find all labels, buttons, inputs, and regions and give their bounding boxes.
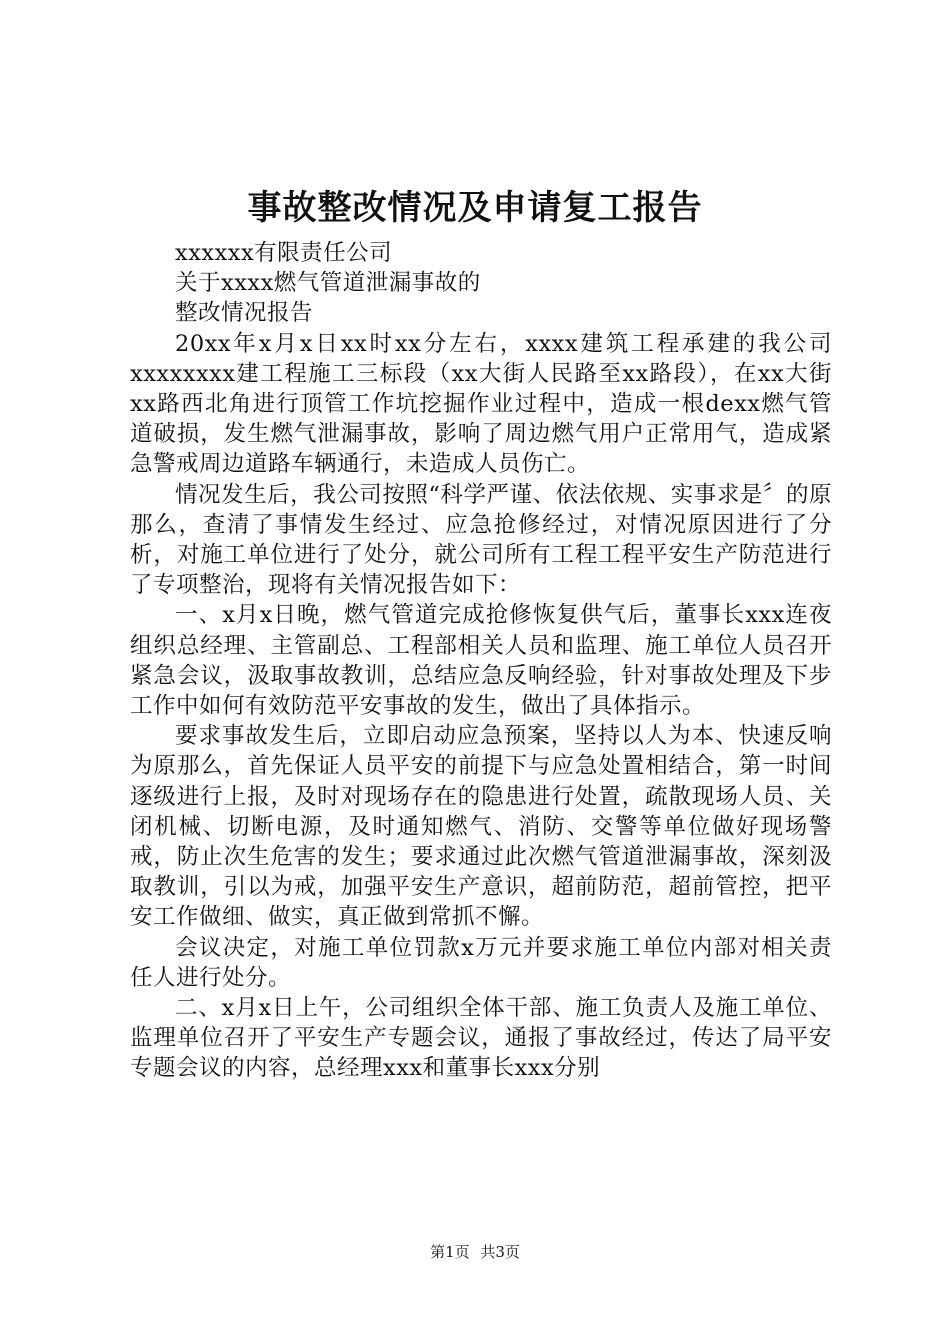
paragraph-section-two: 二、x月x日上午，公司组织全体干部、施工负责人及施工单位、监理单位召开了平安生产专题会议，通报了事故经过，传达了局平安专题会议的内容，总经理xxx和董事长xxx分别 — [130, 995, 832, 1082]
document-title: 事故整改情况及申请复工报告 — [247, 188, 703, 228]
page-footer — [0, 1240, 950, 1264]
paragraph-incident: 20xx年x月x日xx时xx分左右，xxxx建筑工程承建的我公司xxxxxxxx建工程施工三标段（xx大街人民路至xx路段），在xx大街xx路西北角进行顶管工作坑挖掘作业过程中，造成一根dexx燃气管道破损，发生燃气泄漏事故，影响了周边燃气用户正常用气，造成紧急警戒周边道路车辆通行，未造成人员伤亡。 — [130, 330, 832, 478]
paragraph-decision: 会议决定，对施工单位罚款x万元并要求施工单位内部对相关责任人进行处分。 — [130, 934, 832, 991]
page-total: 共3页 — [480, 1243, 520, 1261]
paragraph-requirements: 要求事故发生后，立即启动应急预案，坚持以人为本、快速反响为原那么，首先保证人员平安的前提下与应急处置相结合，第一时间逐级进行上报，及时对现场存在的隐患进行处置，疏散现场人员、关闭机械、切断电源，及时通知燃气、消防、交警等单位做好现场警戒，防止次生危害的发生；要求通过此次燃气管道泄漏事故，深刻汲取教训，引以为戒，加强平安生产意识，超前防范，超前管控，把平安工作做细、做实，真正做到常抓不懈。 — [130, 723, 832, 931]
company-name-line: xxxxxx有限责任公司 — [175, 240, 393, 266]
report-type-line: 整改情况报告 — [175, 300, 314, 327]
paragraph-section-one: 一、x月x日晚，燃气管道完成抢修恢复供气后，董事长xxx连夜组织总经理、主管副总、工程部相关人员和监理、施工单位人员召开紧急会议，汲取事故教训，总结应急反响经验，针对事故处理及下步工作中如何有效防范平安事故的发生，做出了具体指示。 — [130, 602, 832, 720]
document-body — [130, 238, 832, 1084]
paragraph-response: 情况发生后，我公司按照“科学严谨、依法依规、实事求是〞的原那么，查清了事情发生经过、应急抢修经过，对情况原因进行了分析，对施工单位进行了处分，就公司所有工程工程平安生产防范进行了专项整治，现将有关情况报告如下： — [130, 481, 832, 599]
report-subject-line: 关于xxxx燃气管道泄漏事故的 — [175, 270, 481, 297]
page-number: 第1页 — [430, 1243, 470, 1261]
